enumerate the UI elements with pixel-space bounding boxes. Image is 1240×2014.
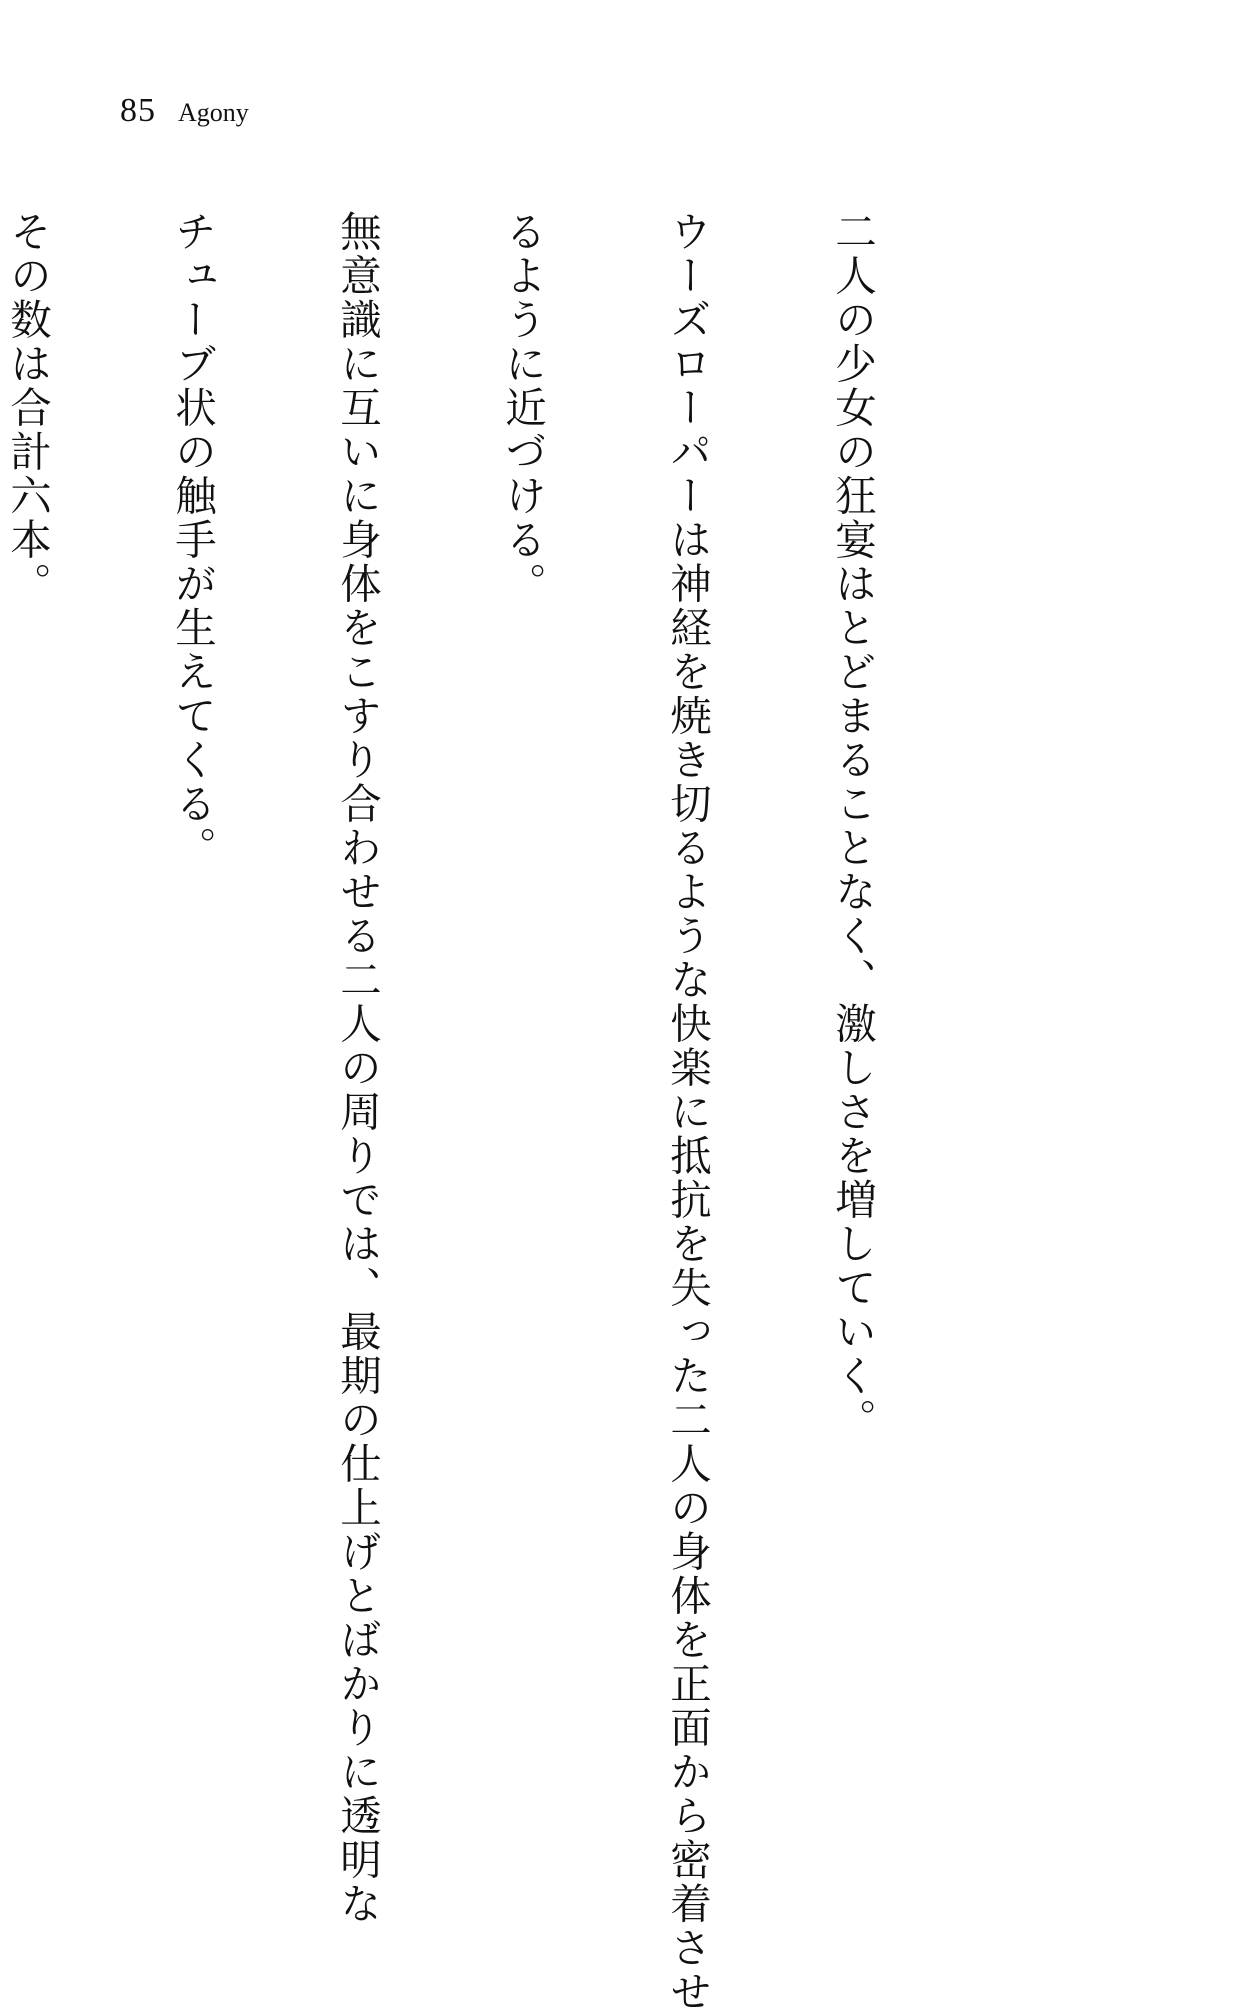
text-line: るように近づける。	[498, 210, 547, 606]
text-line: チューブ状の触手が生えてくる。	[168, 210, 217, 870]
text-line: ウーズローパーは神経を焼き切るような快楽に抵抗を失った二人の身体を正面から密着させ	[663, 210, 712, 2014]
text-line: 二人の少女の狂宴はとどまることなく、激しさを増していく。	[828, 210, 877, 1442]
running-title: Agony	[178, 98, 249, 127]
text-line: その数は合計六本。	[3, 210, 52, 606]
page-number: 85	[120, 92, 156, 129]
vertical-body-text	[0, 210, 990, 2014]
page-header	[120, 92, 249, 132]
text-line: 無意識に互いに身体をこすり合わせる二人の周りでは、最期の仕上げとばかりに透明な	[333, 210, 382, 1926]
